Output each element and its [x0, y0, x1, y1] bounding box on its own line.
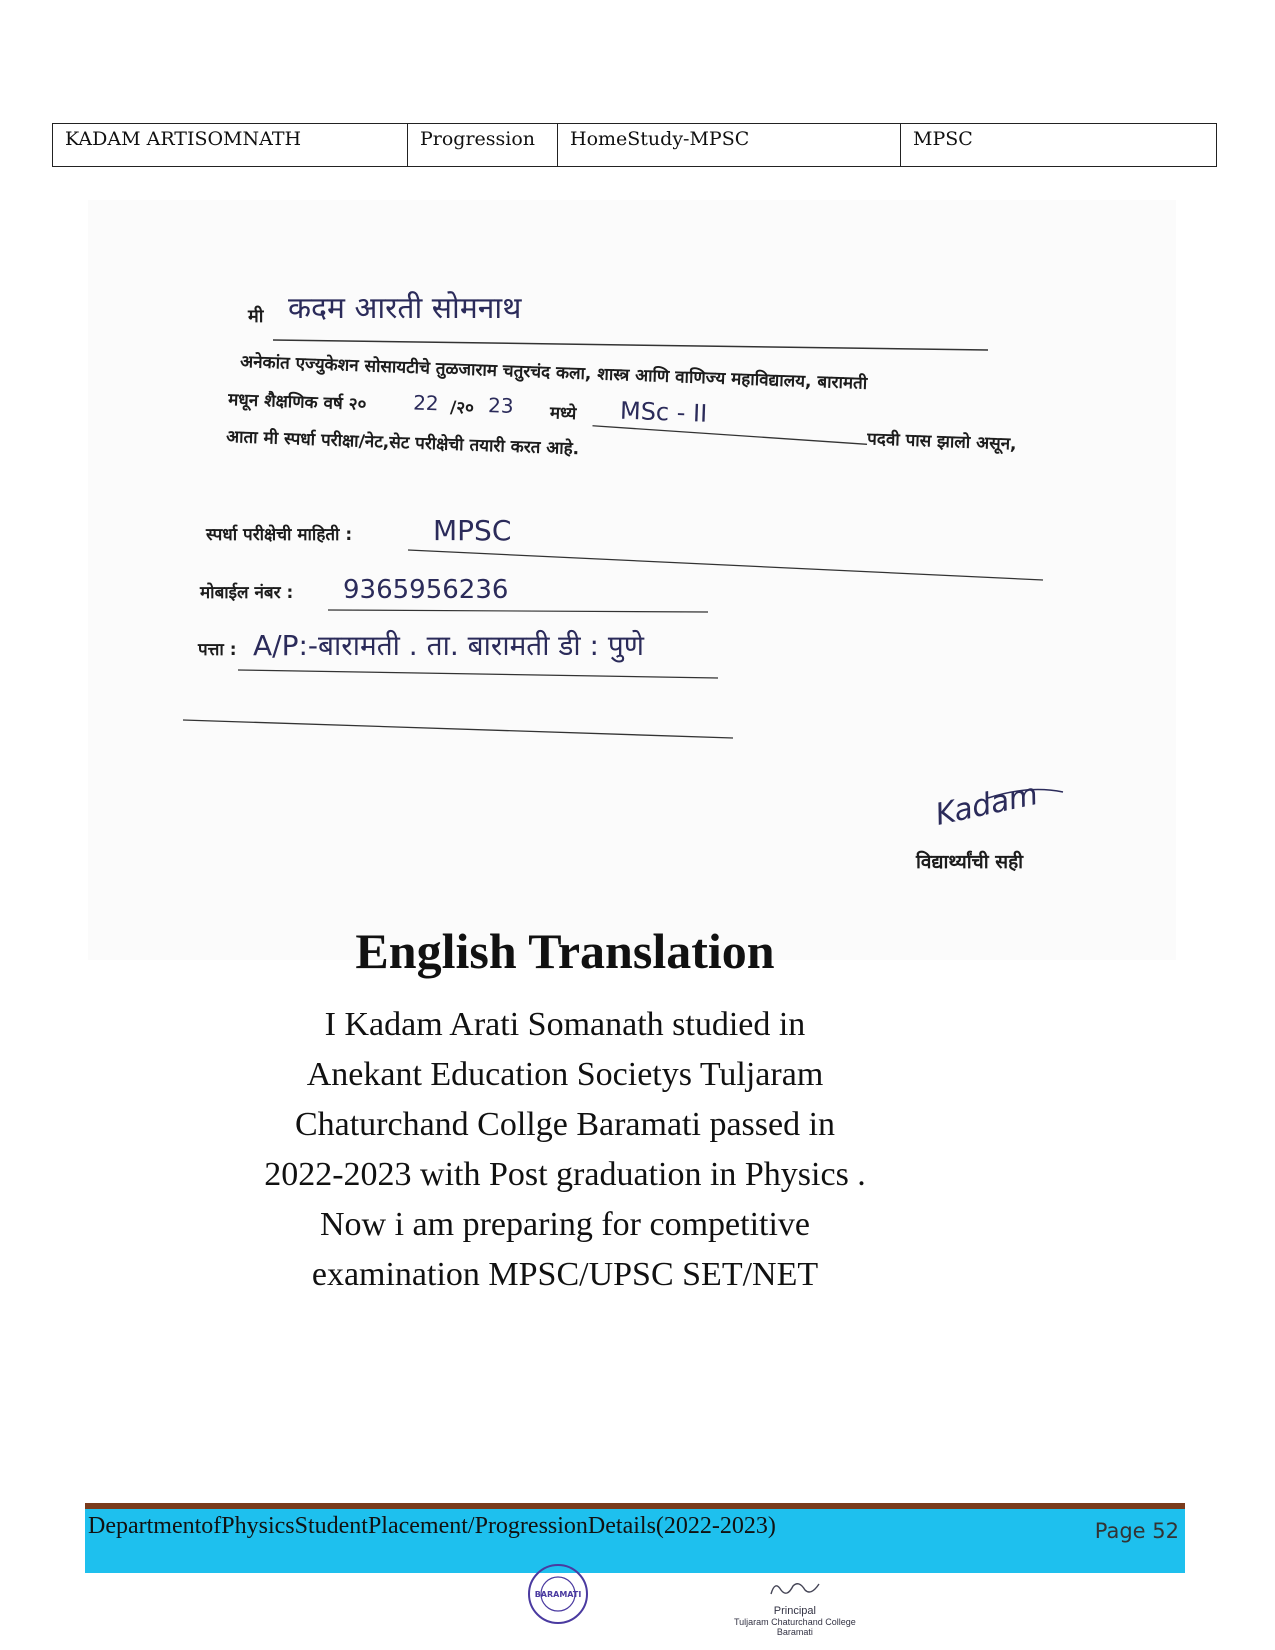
table-row [53, 124, 1217, 167]
translation-line: I Kadam Arati Somanath studied in [324, 1006, 806, 1043]
mobile-label: मोबाईल नंबर : [200, 583, 294, 603]
translation-line: 2022-2023 with Post graduation in Physics . [264, 1156, 866, 1193]
principal-signature [765, 1578, 825, 1600]
year-1: 22 [412, 390, 440, 416]
mobile-value: 9365956236 [343, 575, 509, 605]
progression-table [52, 123, 1217, 167]
page-number: Page 52 [1094, 1519, 1179, 1543]
exam-label: स्पर्धा परीक्षेची माहिती : [206, 525, 353, 545]
principal-college: Tuljaram Chaturchand College [734, 1617, 856, 1627]
stamp-text: BARAMATI [534, 1590, 582, 1599]
name-prefix: मी [248, 306, 264, 327]
form-line-2d: पदवी पास झालो असून, [866, 429, 1017, 455]
scanned-form [88, 200, 1176, 960]
activity-cell: HomeStudy-MPSC [558, 124, 901, 167]
signature-label: विद्यार्थ्यांची सही [916, 851, 1024, 873]
form-line-1: अनेकांत एज्युकेशन सोसायटीचे तुळजाराम चतुरचंद कला, शास्त्र आणि वाणिज्य महाविद्यालय, बारामती [239, 352, 868, 394]
page-footer [85, 1503, 1185, 1573]
exam-value: MPSC [433, 514, 512, 547]
principal-signature-block [734, 1578, 856, 1637]
student-signature: Kadam [932, 777, 1042, 833]
form-line-2b: /२० [449, 397, 475, 419]
translation-line: Anekant Education Societys Tuljaram [306, 1056, 824, 1093]
principal-place: Baramati [776, 1627, 813, 1637]
translation-heading: English Translation [355, 923, 775, 979]
footer-title: DepartmentofPhysicsStudentPlacement/ProgressionDetails(2022-2023) [88, 1513, 776, 1539]
exam-cell: MPSC [901, 124, 1217, 167]
address-label: पत्ता : [198, 640, 237, 660]
address-value: A/P:-बारामती . ता. बारामती डी : पुणे [253, 629, 645, 662]
year-2: 23 [487, 393, 515, 418]
translation-line: examination MPSC/UPSC SET/NET [311, 1256, 819, 1293]
form-line-2c: मध्ये [549, 403, 577, 425]
category-cell: Progression [408, 124, 558, 167]
course-value: MSc - II [619, 396, 708, 428]
student-name-cell: KADAM ARTISOMNATH [53, 124, 408, 167]
translation-line: Chaturchand Collge Baramati passed in [294, 1106, 836, 1143]
principal-role: Principal [773, 1605, 816, 1617]
translation-body [0, 1000, 1130, 1300]
form-line-2a: मधून शैक्षणिक वर्ष २० [227, 390, 367, 415]
college-stamp [526, 1562, 590, 1631]
form-line-3: आता मी स्पर्धा परीक्षा/नेट,सेट परीक्षेची तयारी करत आहे. [225, 427, 580, 460]
name-value: कदम आरती सोमनाथ [288, 291, 522, 326]
translation-line: Now i am preparing for competitive [319, 1206, 810, 1243]
